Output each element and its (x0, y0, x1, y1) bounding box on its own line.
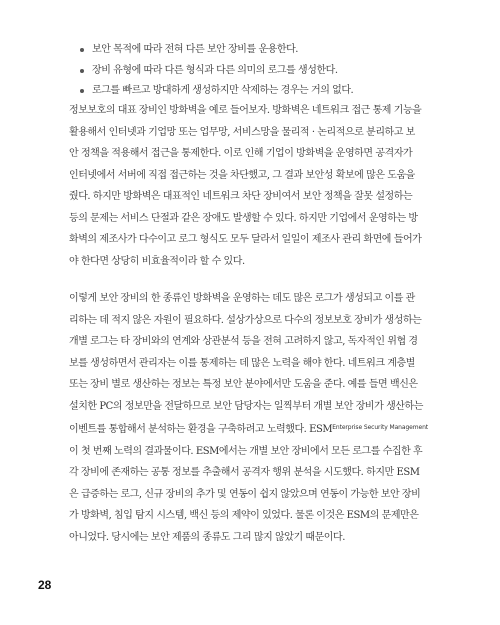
bullet-text: 로그를 빠르고 방대하게 생성하지만 삭제하는 경우는 거의 없다. (92, 85, 354, 96)
bullet-text: 보안 목적에 따라 전혀 다른 보안 장비를 운용한다. (92, 44, 299, 55)
bullet-item (80, 81, 460, 102)
text-line: 가 방화벽, 침입 탐지 시스템, 백신 등의 제약이 있었다. 물론 이것은 ESM의 문제만은 (69, 510, 419, 521)
text-line: 화벽의 제조사가 다수이고 로그 형식도 모두 달라서 일일이 제조사 관리 화면에 들어가 (69, 234, 422, 245)
text-line: 이렇게 보안 장비의 한 종류인 방화벽을 운영하는 데도 많은 로그가 생성되고 이를 관 (69, 293, 415, 304)
bullet-text: 장비 유형에 따라 다른 형식과 다른 의미의 로그를 생성한다. (92, 64, 338, 76)
text-line: 아니었다. 당시에는 보안 제품의 종류도 그리 많지 않았기 때문이다. (69, 531, 345, 543)
text-line: 줬다. 하지만 방화벽은 대표적인 네트워크 차단 장비여서 보안 정책을 잘못 설정하는 (69, 191, 413, 202)
bullet-dot-icon (80, 48, 84, 52)
bullet-list (80, 40, 460, 102)
text-line: 개별 로그는 타 장비와의 연계와 상관분석 등을 전혀 고려하지 않고, 독자적인 위협 경 (69, 336, 418, 347)
text-line: 야 한다면 상당히 비효율적이라 할 수 있다. (69, 255, 245, 267)
text-line: 보를 생성하면서 관리자는 이를 통제하는 데 많은 노력을 해야 한다. 네트워크 계층별 (69, 357, 415, 369)
text-line: 등의 문제는 서비스 단절과 같은 장애도 발생할 수 있다. 하지만 기업에서 운영하는 방 (69, 212, 418, 224)
esm-footnote: Enterprise Security Management (332, 424, 429, 431)
text-line: 각 장비에 존재하는 공통 정보를 추출해서 공격자 행위 분석을 시도했다. 하지만 ESM (69, 467, 420, 478)
page-number: 28 (38, 578, 52, 592)
text-line: 정보보호의 대표 장비인 방화벽을 예로 들어보자. 방화벽은 네트워크 접근 통제 기능을 (69, 105, 422, 116)
text-line: 또는 장비 별로 생산하는 정보는 특정 보안 분야에서만 도움을 준다. 예를 들면 백신은 (69, 379, 418, 390)
bullet-dot-icon (80, 89, 84, 93)
text-line-esm (69, 417, 439, 441)
bullet-item (80, 61, 460, 82)
paragraph-firewall (69, 100, 439, 272)
text-line: 이 첫 번째 노력의 결과물이다. ESM에서는 개별 보안 장비에서 모든 로그를 수집한 후 (69, 445, 423, 457)
text-line: 인터넷에서 서버에 직접 접근하는 것을 차단했고, 그 결과 보안성 확보에 많은 도움을 (69, 169, 415, 181)
esm-line-text: 이벤트를 통합해서 분석하는 환경을 구축하려고 노력했다. ESM (69, 424, 333, 435)
bullet-dot-icon (80, 69, 84, 73)
text-line: 안 정책을 적용해서 접근을 통제한다. 이로 인해 기업이 방화벽을 운영하면 공격자가 (69, 148, 413, 159)
paragraph-esm (69, 288, 439, 548)
text-line: 활용해서 인터넷과 기업망 또는 업무망, 서비스망을 물리적 · 논리적으로 분리하고 보 (69, 126, 415, 138)
text-line: 은 급증하는 로그, 신규 장비의 추가 및 연동이 쉽지 않았으며 연동이 가능한 보안 장비 (69, 488, 421, 500)
text-line: 리하는 데 적지 않은 자원이 필요하다. 설상가상으로 다수의 정보보호 장비가 생성하는 (69, 314, 422, 326)
bullet-item (80, 40, 460, 61)
text-line: 설치한 PC의 정보만을 전달하므로 보안 담당자는 일찍부터 개별 보안 장비가 생산하는 (69, 400, 423, 412)
